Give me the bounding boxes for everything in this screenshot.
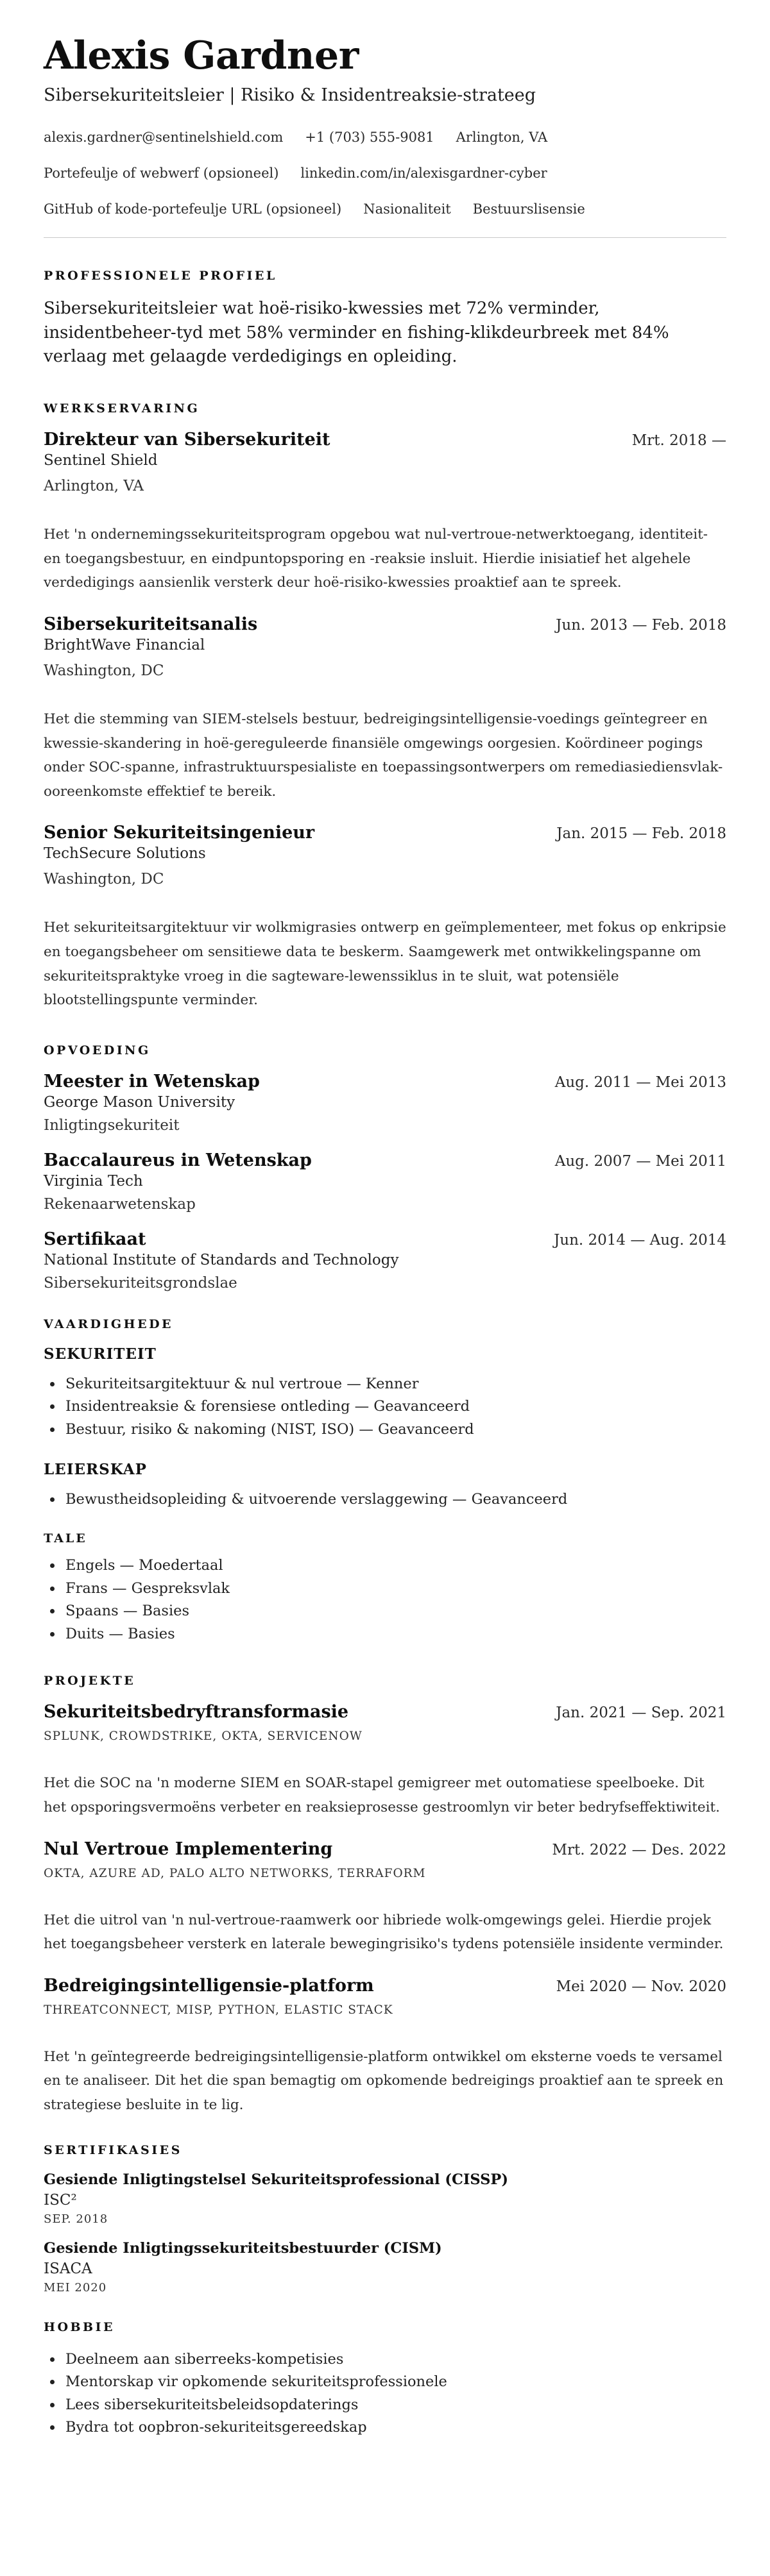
education-item <box>44 1072 726 1134</box>
job-location: Washington, DC <box>44 662 164 679</box>
contact-row-3 <box>44 201 726 217</box>
project-tech-stack: SPLUNK, CROWDSTRIKE, OKTA, SERVICENOW <box>44 1730 363 1744</box>
contact-row-2 <box>44 165 726 181</box>
skill-category-title: SEKURITEIT <box>44 1345 157 1363</box>
skill-item: • Bewustheidsopleiding & uitvoerende verslaggewing — Geavanceerd <box>63 1488 726 1511</box>
language-list <box>44 1554 726 1646</box>
nationality-text: Nasionaliteit <box>363 201 451 217</box>
degree-title: Baccalaureus in Wetenskap <box>44 1150 312 1170</box>
project-item <box>44 1702 726 1819</box>
skill-item: • Insidentreaksie & forensiese ontleding — Geavanceerd <box>63 1395 726 1418</box>
education-date: Aug. 2011 — Mei 2013 <box>554 1073 726 1091</box>
contact-row-1 <box>44 130 726 145</box>
location-text: Arlington, VA <box>456 130 548 145</box>
experience-item <box>44 430 726 595</box>
hobbies-heading: HOBBIE <box>44 2319 115 2334</box>
certifications-heading: SERTIFIKASIES <box>44 2142 182 2157</box>
study-field: Inligtingsekuriteit <box>44 1116 180 1134</box>
job-date: Mrt. 2018 — <box>631 432 726 450</box>
certification-issuer: ISC² <box>44 2191 77 2209</box>
skill-item: • Sekuriteitsargitektuur & nul vertroue — Kenner <box>63 1373 726 1396</box>
language-item: • Engels — Moedertaal <box>63 1554 726 1578</box>
skill-list <box>44 1488 726 1511</box>
skill-category-title: LEIERSKAP <box>44 1460 147 1478</box>
study-field: Sibersekuriteitsgrondslae <box>44 1274 237 1292</box>
project-tech-stack: THREATCONNECT, MISP, PYTHON, ELASTIC STACK <box>44 2003 393 2017</box>
job-title: Direkteur van Sibersekuriteit <box>44 430 330 450</box>
job-date: Jan. 2015 — Feb. 2018 <box>556 825 726 843</box>
phone-number[interactable]: +1 (703) 555-9081 <box>305 130 434 145</box>
languages-heading: TALE <box>44 1531 87 1546</box>
header-divider <box>44 237 726 238</box>
summary-text: Sibersekuriteitsleier wat hoë-risiko-kwessies met 72% verminder, insidentbeheer-tyd met 58% verminder en fishing-klikdeurbreek met 84% verlaag met gelaagde verdedigings en opleiding. <box>44 299 669 367</box>
projects-heading: PROJEKTE <box>44 1674 136 1688</box>
education-date: Jun. 2014 — Aug. 2014 <box>554 1231 726 1249</box>
school-name: Virginia Tech <box>44 1172 143 1190</box>
degree-title: Meester in Wetenskap <box>44 1071 260 1091</box>
experience-item <box>44 614 726 804</box>
candidate-title: Sibersekuriteitsleier | Risiko & Insidentreaksie-strateeg <box>44 85 536 105</box>
hobby-item: • Mentorskap vir opkomende sekuriteitsprofessionele <box>63 2371 726 2394</box>
project-title: Nul Vertroue Implementering <box>44 1839 333 1859</box>
project-description: Het die uitrol van 'n nul-vertroue-raamwerk oor hibriede wolk-omgewings gelei. Hierdie projek het toegangsbeheer versterk en laterale bewegingrisiko's tydens potensiële insidente verminder. <box>44 1912 724 1953</box>
company-name: Sentinel Shield <box>44 452 158 469</box>
project-description: Het 'n geïntegreerde bedreigingsintelligensie-platform ontwikkel om eksterne voeds te versamel en te analiseer. Dit het die span bemagtig om opkomende bedreigings proaktief aan te spreek en strategiese besluite in te lig. <box>44 2048 724 2114</box>
job-date: Jun. 2013 — Feb. 2018 <box>556 616 726 634</box>
job-location: Arlington, VA <box>44 478 144 495</box>
candidate-name: Alexis Gardner <box>44 33 359 78</box>
certification-name: Gesiende Inligtingssekuriteitsbestuurder (CISM) <box>44 2239 442 2257</box>
skills-heading: VAARDIGHEDE <box>44 1317 174 1331</box>
study-field: Rekenaarwetenskap <box>44 1195 196 1213</box>
company-name: BrightWave Financial <box>44 636 205 653</box>
project-item <box>44 1976 726 2117</box>
school-name: National Institute of Standards and Technology <box>44 1251 399 1268</box>
experience-heading: WERKSERVARING <box>44 401 200 416</box>
drivers-license-text: Bestuurslisensie <box>472 201 585 217</box>
job-title: Senior Sekuriteitsingenieur <box>44 823 315 843</box>
project-date: Jan. 2021 — Sep. 2021 <box>556 1705 726 1722</box>
skill-list <box>44 1373 726 1442</box>
job-location: Washington, DC <box>44 871 164 888</box>
certification-item <box>44 2171 726 2226</box>
hobby-list <box>44 2348 726 2439</box>
job-title: Sibersekuriteitsanalis <box>44 614 258 634</box>
language-item: • Spaans — Basies <box>63 1600 726 1623</box>
hobby-item: • Lees sibersekuriteitsbeleidsopdaterings <box>63 2394 726 2417</box>
project-date: Mei 2020 — Nov. 2020 <box>556 1978 726 1995</box>
language-item: • Duits — Basies <box>63 1623 726 1646</box>
linkedin-link[interactable]: linkedin.com/in/alexisgardner-cyber <box>300 165 547 181</box>
project-tech-stack: OKTA, AZURE AD, PALO ALTO NETWORKS, TERRAFORM <box>44 1866 426 1880</box>
hobby-item: • Bydra tot oopbron-sekuriteitsgereedskap <box>63 2416 726 2439</box>
education-heading: OPVOEDING <box>44 1043 151 1057</box>
job-description: Het 'n ondernemingssekuriteitsprogram opgebou wat nul-vertroue-netwerktoegang, identiteit- en toegangsbestuur, en eindpuntopsporing en -reaksie insluit. Hierdie inisiatief het algehele verdedigings aansienlik versterk deur hoë-risiko-kwessies proaktief aan te spreek. <box>44 526 708 591</box>
certification-issuer: ISACA <box>44 2260 92 2277</box>
certification-name: Gesiende Inligtingstelsel Sekuriteitsprofessional (CISSP) <box>44 2171 508 2188</box>
certification-date: MEI 2020 <box>44 2280 107 2294</box>
portfolio-link[interactable]: Portefeulje of webwerf (opsioneel) <box>44 165 279 181</box>
project-title: Bedreigingsintelligensie-platform <box>44 1975 374 1996</box>
company-name: TechSecure Solutions <box>44 845 206 863</box>
job-description: Het die stemming van SIEM-stelsels bestuur, bedreigingsintelligensie-voedings geïntegreer en kwessie-skandering in hoë-gereguleerde finansiële omgewings oorgesien. Koördineer pogings onder SOC-spanne, infrastruktuurspesialiste en toepassingsontwerpers om remediasiediensvlak-ooreenkomste effektief te bereik. <box>44 711 723 800</box>
project-title: Sekuriteitsbedryftransformasie <box>44 1702 349 1722</box>
project-item <box>44 1839 726 1957</box>
email-link[interactable]: alexis.gardner@sentinelshield.com <box>44 130 284 145</box>
education-date: Aug. 2007 — Mei 2011 <box>554 1152 726 1170</box>
skill-item: • Bestuur, risiko & nakoming (NIST, ISO) — Geavanceerd <box>63 1418 726 1442</box>
certification-item <box>44 2240 726 2294</box>
language-item: • Frans — Gespreksvlak <box>63 1578 726 1601</box>
education-item <box>44 1229 726 1292</box>
experience-item <box>44 823 726 1013</box>
project-date: Mrt. 2022 — Des. 2022 <box>552 1841 726 1858</box>
degree-title: Sertifikaat <box>44 1229 146 1249</box>
education-item <box>44 1150 726 1213</box>
summary-heading: PROFESSIONELE PROFIEL <box>44 269 277 283</box>
school-name: George Mason University <box>44 1093 235 1111</box>
github-link[interactable]: GitHub of kode-portefeulje URL (opsioneel) <box>44 201 342 217</box>
hobby-item: • Deelneem aan siberreeks-kompetisies <box>63 2348 726 2371</box>
job-description: Het sekuriteitsargitektuur vir wolkmigrasies ontwerp en geïmplementeer, met fokus op enkripsie en toegangsbeheer om sensitiewe data te beskerm. Saamgewerk met ontwikkelingspanne om sekuriteitspraktyke vroeg in die sagteware-lewenssiklus in te sluit, wat potensiële blootstellingspunte verminder. <box>44 920 726 1009</box>
project-description: Het die SOC na 'n moderne SIEM en SOAR-stapel gemigreer met outomatiese speelboeke. Dit het opsporingsvermoëns verbeter en reaksieprosesse gestroomlyn vir beter bedryfseffektiwiteit. <box>44 1775 721 1815</box>
certification-date: SEP. 2018 <box>44 2212 108 2226</box>
